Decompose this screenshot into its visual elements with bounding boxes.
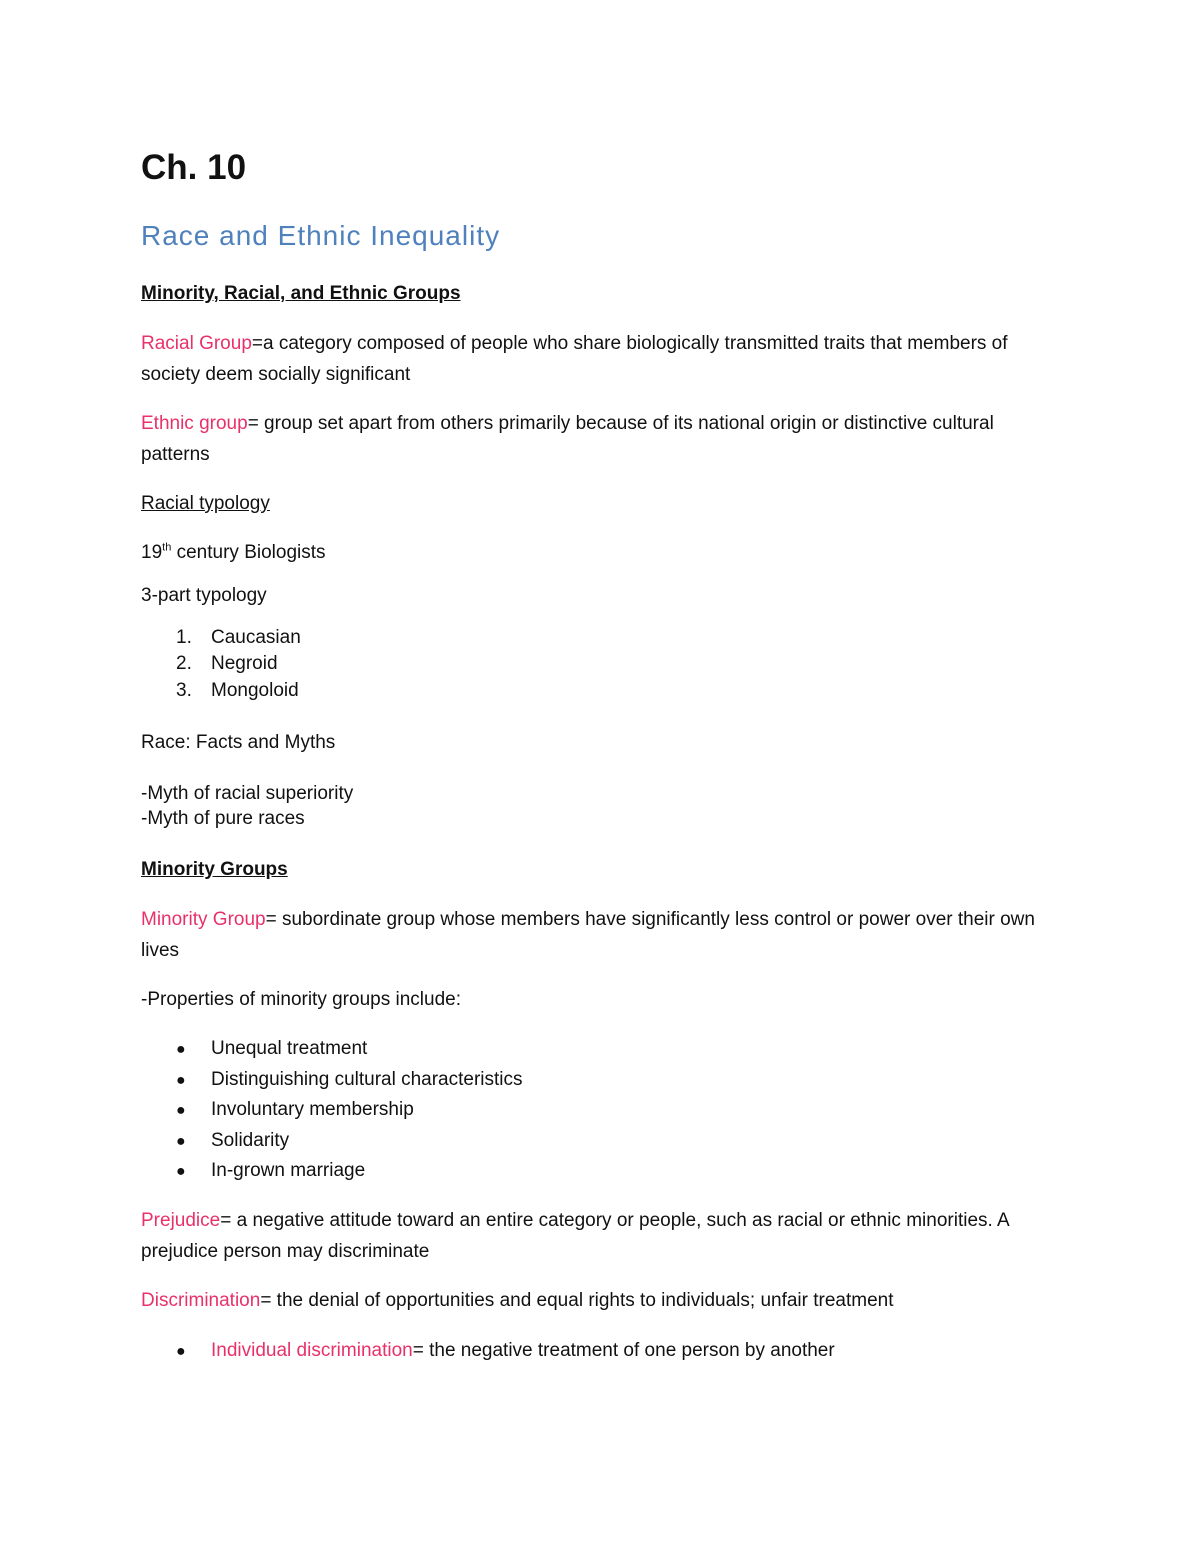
three-part-typology: 3-part typology (141, 585, 267, 606)
section-heading-groups: Minority, Racial, and Ethnic Groups (141, 283, 461, 304)
bullet-icon: ● (176, 1133, 186, 1150)
def-racial-group: =a category composed of people who share biologically transmitted traits that members of society deem socially significant (141, 333, 1008, 385)
list-item (176, 1339, 835, 1364)
bullet-icon: ● (176, 1041, 186, 1058)
myth-racial-superiority: -Myth of racial superiority (141, 783, 354, 804)
term-minority-group: Minority Group (141, 909, 266, 930)
definition-racial-group (141, 328, 1061, 390)
list-item: ● Solidarity (176, 1129, 289, 1154)
term-discrimination: Discrimination (141, 1290, 261, 1311)
subheading-racial-typology: Racial typology (141, 493, 270, 514)
list-item: ● Distinguishing cultural characteristics (176, 1068, 523, 1093)
document-title: Race and Ethnic Inequality (141, 220, 501, 251)
list-item: 2. Negroid (176, 653, 278, 674)
myth-pure-races: -Myth of pure races (141, 808, 305, 829)
term-individual-discrimination: Individual discrimination (211, 1340, 413, 1361)
list-item: ● Unequal treatment (176, 1037, 367, 1062)
list-item: 1. Caucasian (176, 627, 301, 648)
definition-discrimination (141, 1285, 1061, 1316)
bullet-icon: ● (176, 1163, 186, 1180)
properties-intro: -Properties of minority groups include: (141, 989, 461, 1010)
race-facts-myths: Race: Facts and Myths (141, 732, 336, 753)
definition-ethnic-group (141, 408, 1061, 470)
section-heading-minority: Minority Groups (141, 859, 288, 880)
chapter-heading: Ch. 10 (141, 148, 247, 187)
bullet-icon: ● (176, 1072, 186, 1089)
definition-prejudice (141, 1205, 1061, 1267)
def-discrimination: = the denial of opportunities and equal rights to individuals; unfair treatment (260, 1290, 894, 1311)
bullet-icon: ● (176, 1102, 186, 1119)
def-ethnic-group: = group set apart from others primarily because of its national origin or distinctive cultural patterns (141, 413, 994, 465)
definition-minority-group (141, 904, 1061, 966)
def-individual-discrimination: = the negative treatment of one person by another (412, 1340, 835, 1361)
term-ethnic-group: Ethnic group (141, 413, 248, 434)
list-item: ● Involuntary membership (176, 1098, 414, 1123)
term-prejudice: Prejudice (141, 1210, 221, 1231)
def-prejudice: = a negative attitude toward an entire category or people, such as racial or ethnic minorities. A prejudice person may discriminate (141, 1210, 1009, 1262)
bullet-icon: ● (176, 1343, 186, 1360)
list-item: ● In-grown marriage (176, 1159, 365, 1184)
century-biologists: 19th century Biologists (141, 541, 326, 563)
term-racial-group: Racial Group (141, 333, 252, 354)
def-minority-group: = subordinate group whose members have significantly less control or power over their own lives (141, 909, 1035, 961)
list-item: 3. Mongoloid (176, 680, 299, 701)
